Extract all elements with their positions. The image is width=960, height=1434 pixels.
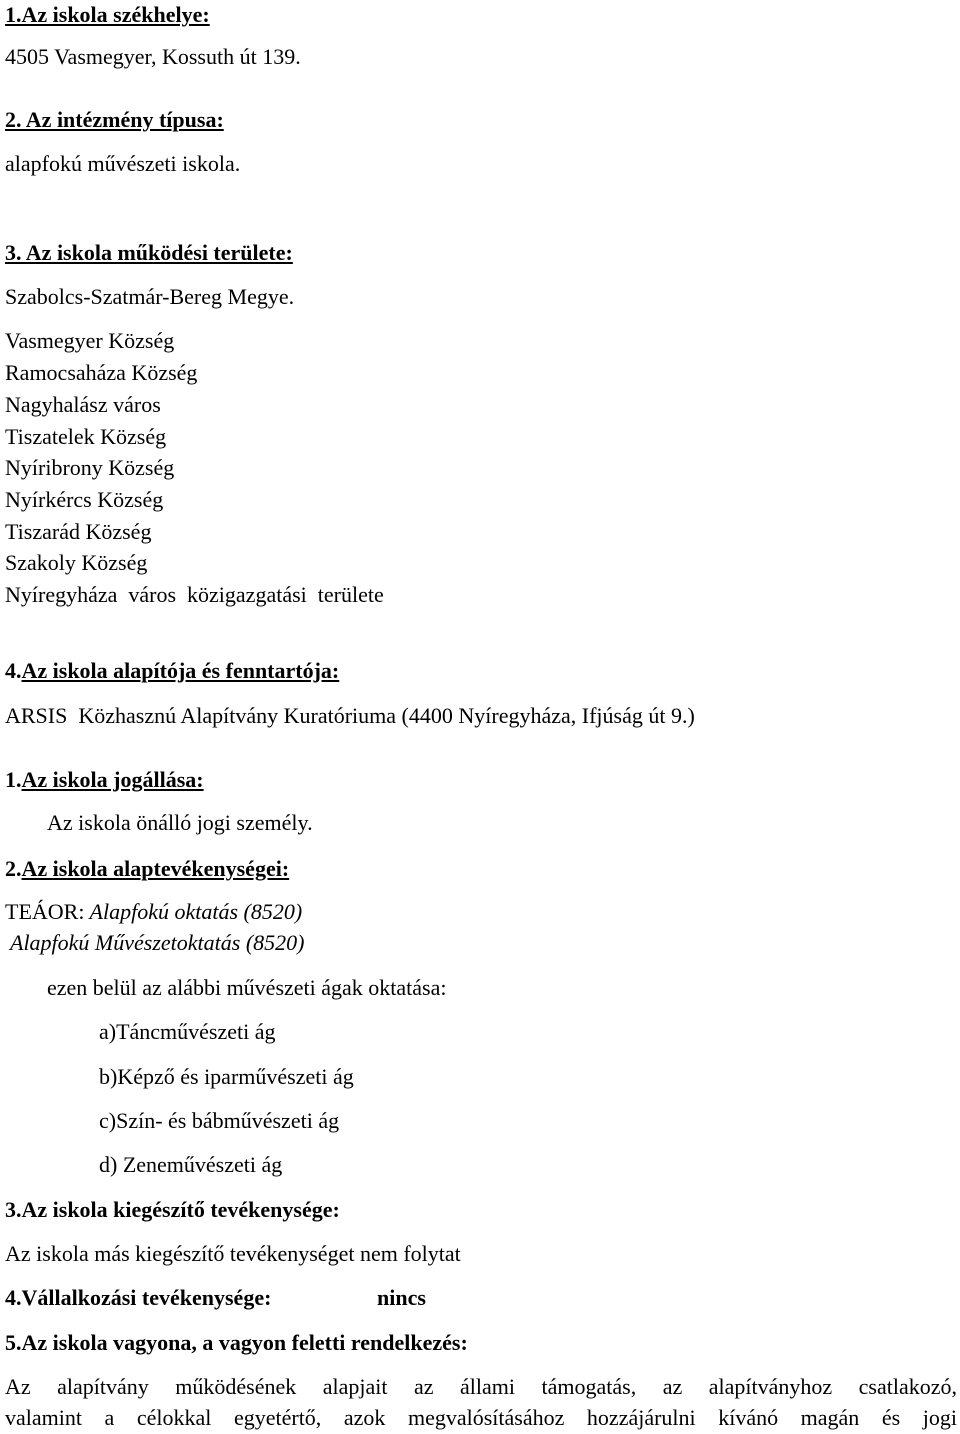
area-place: Nagyhalász város	[5, 392, 161, 417]
institution-type: alapfokú művészeti iskola.	[5, 151, 241, 176]
section-title: Az iskola alapítója és fenntartója:	[21, 658, 340, 683]
section-title: Az iskola alaptevékenységei:	[21, 856, 290, 881]
section-heading-founder	[5, 658, 339, 684]
teaor-value: Alapfokú oktatás (8520)	[84, 899, 303, 924]
art-education-line: Alapfokú Művészetoktatás (8520)	[10, 930, 305, 955]
area-place: Nyíribrony Község	[5, 455, 175, 480]
section-heading-type: 2. Az intézmény típusa:	[5, 107, 224, 132]
section-heading-business: 4.Vállalkozási tevékenysége:	[5, 1285, 272, 1310]
section-heading-area: 3. Az iskola működési területe:	[5, 240, 293, 265]
area-place: Tiszatelek Község	[5, 424, 167, 449]
assets-text-line: valamint a célokkal egyetértő, azok megvalósításához hozzájárulni kívánó magán és jogi	[5, 1405, 957, 1430]
area-place: Vasmegyer Község	[5, 328, 175, 353]
founder-text: ARSIS Közhasznú Alapítvány Kuratóriuma (4400 Nyíregyháza, Ifjúság út 9.)	[5, 703, 695, 728]
legal-status-text: Az iskola önálló jogi személy.	[47, 810, 313, 835]
assets-text-line: Az alapítvány működésének alapjait az állami támogatás, az alapítványhoz csatlakozó,	[5, 1374, 957, 1399]
branch-item: a)Táncművészeti ág	[99, 1019, 276, 1044]
section-number: 2.	[5, 856, 22, 881]
section-heading-activities	[5, 856, 289, 882]
area-place: Tiszarád Község	[5, 519, 152, 544]
branch-item: b)Képző és iparművészeti ág	[99, 1064, 354, 1089]
section-heading-seat: 1.Az iskola székhelye:	[5, 2, 210, 27]
seat-address: 4505 Vasmegyer, Kossuth út 139.	[5, 44, 301, 69]
teaor-label: TEÁOR:	[5, 899, 85, 924]
area-place: Szakoly Község	[5, 550, 148, 575]
section-heading-supplementary: 3.Az iskola kiegészítő tevékenysége:	[5, 1197, 340, 1222]
supplementary-text: Az iskola más kiegészítő tevékenységet nem folytat	[5, 1241, 461, 1266]
area-place: Nyírkércs Község	[5, 487, 164, 512]
business-value: nincs	[377, 1285, 426, 1310]
section-title: Az iskola jogállása:	[21, 767, 204, 792]
branch-item: d) Zeneművészeti ág	[99, 1152, 283, 1177]
teaor-line	[5, 899, 302, 925]
area-place: Ramocsaháza Község	[5, 360, 198, 385]
section-number: 1.	[5, 767, 22, 792]
area-county: Szabolcs-Szatmár-Bereg Megye.	[5, 284, 295, 309]
section-heading-legal-status	[5, 767, 204, 793]
branches-intro: ezen belül az alábbi művészeti ágak oktatása:	[47, 975, 447, 1000]
section-number: 4.	[5, 658, 22, 683]
area-place: Nyíregyháza város közigazgatási területe	[5, 582, 384, 607]
branch-item: c)Szín- és bábművészeti ág	[99, 1108, 340, 1133]
section-heading-assets: 5.Az iskola vagyona, a vagyon feletti rendelkezés:	[5, 1330, 468, 1355]
